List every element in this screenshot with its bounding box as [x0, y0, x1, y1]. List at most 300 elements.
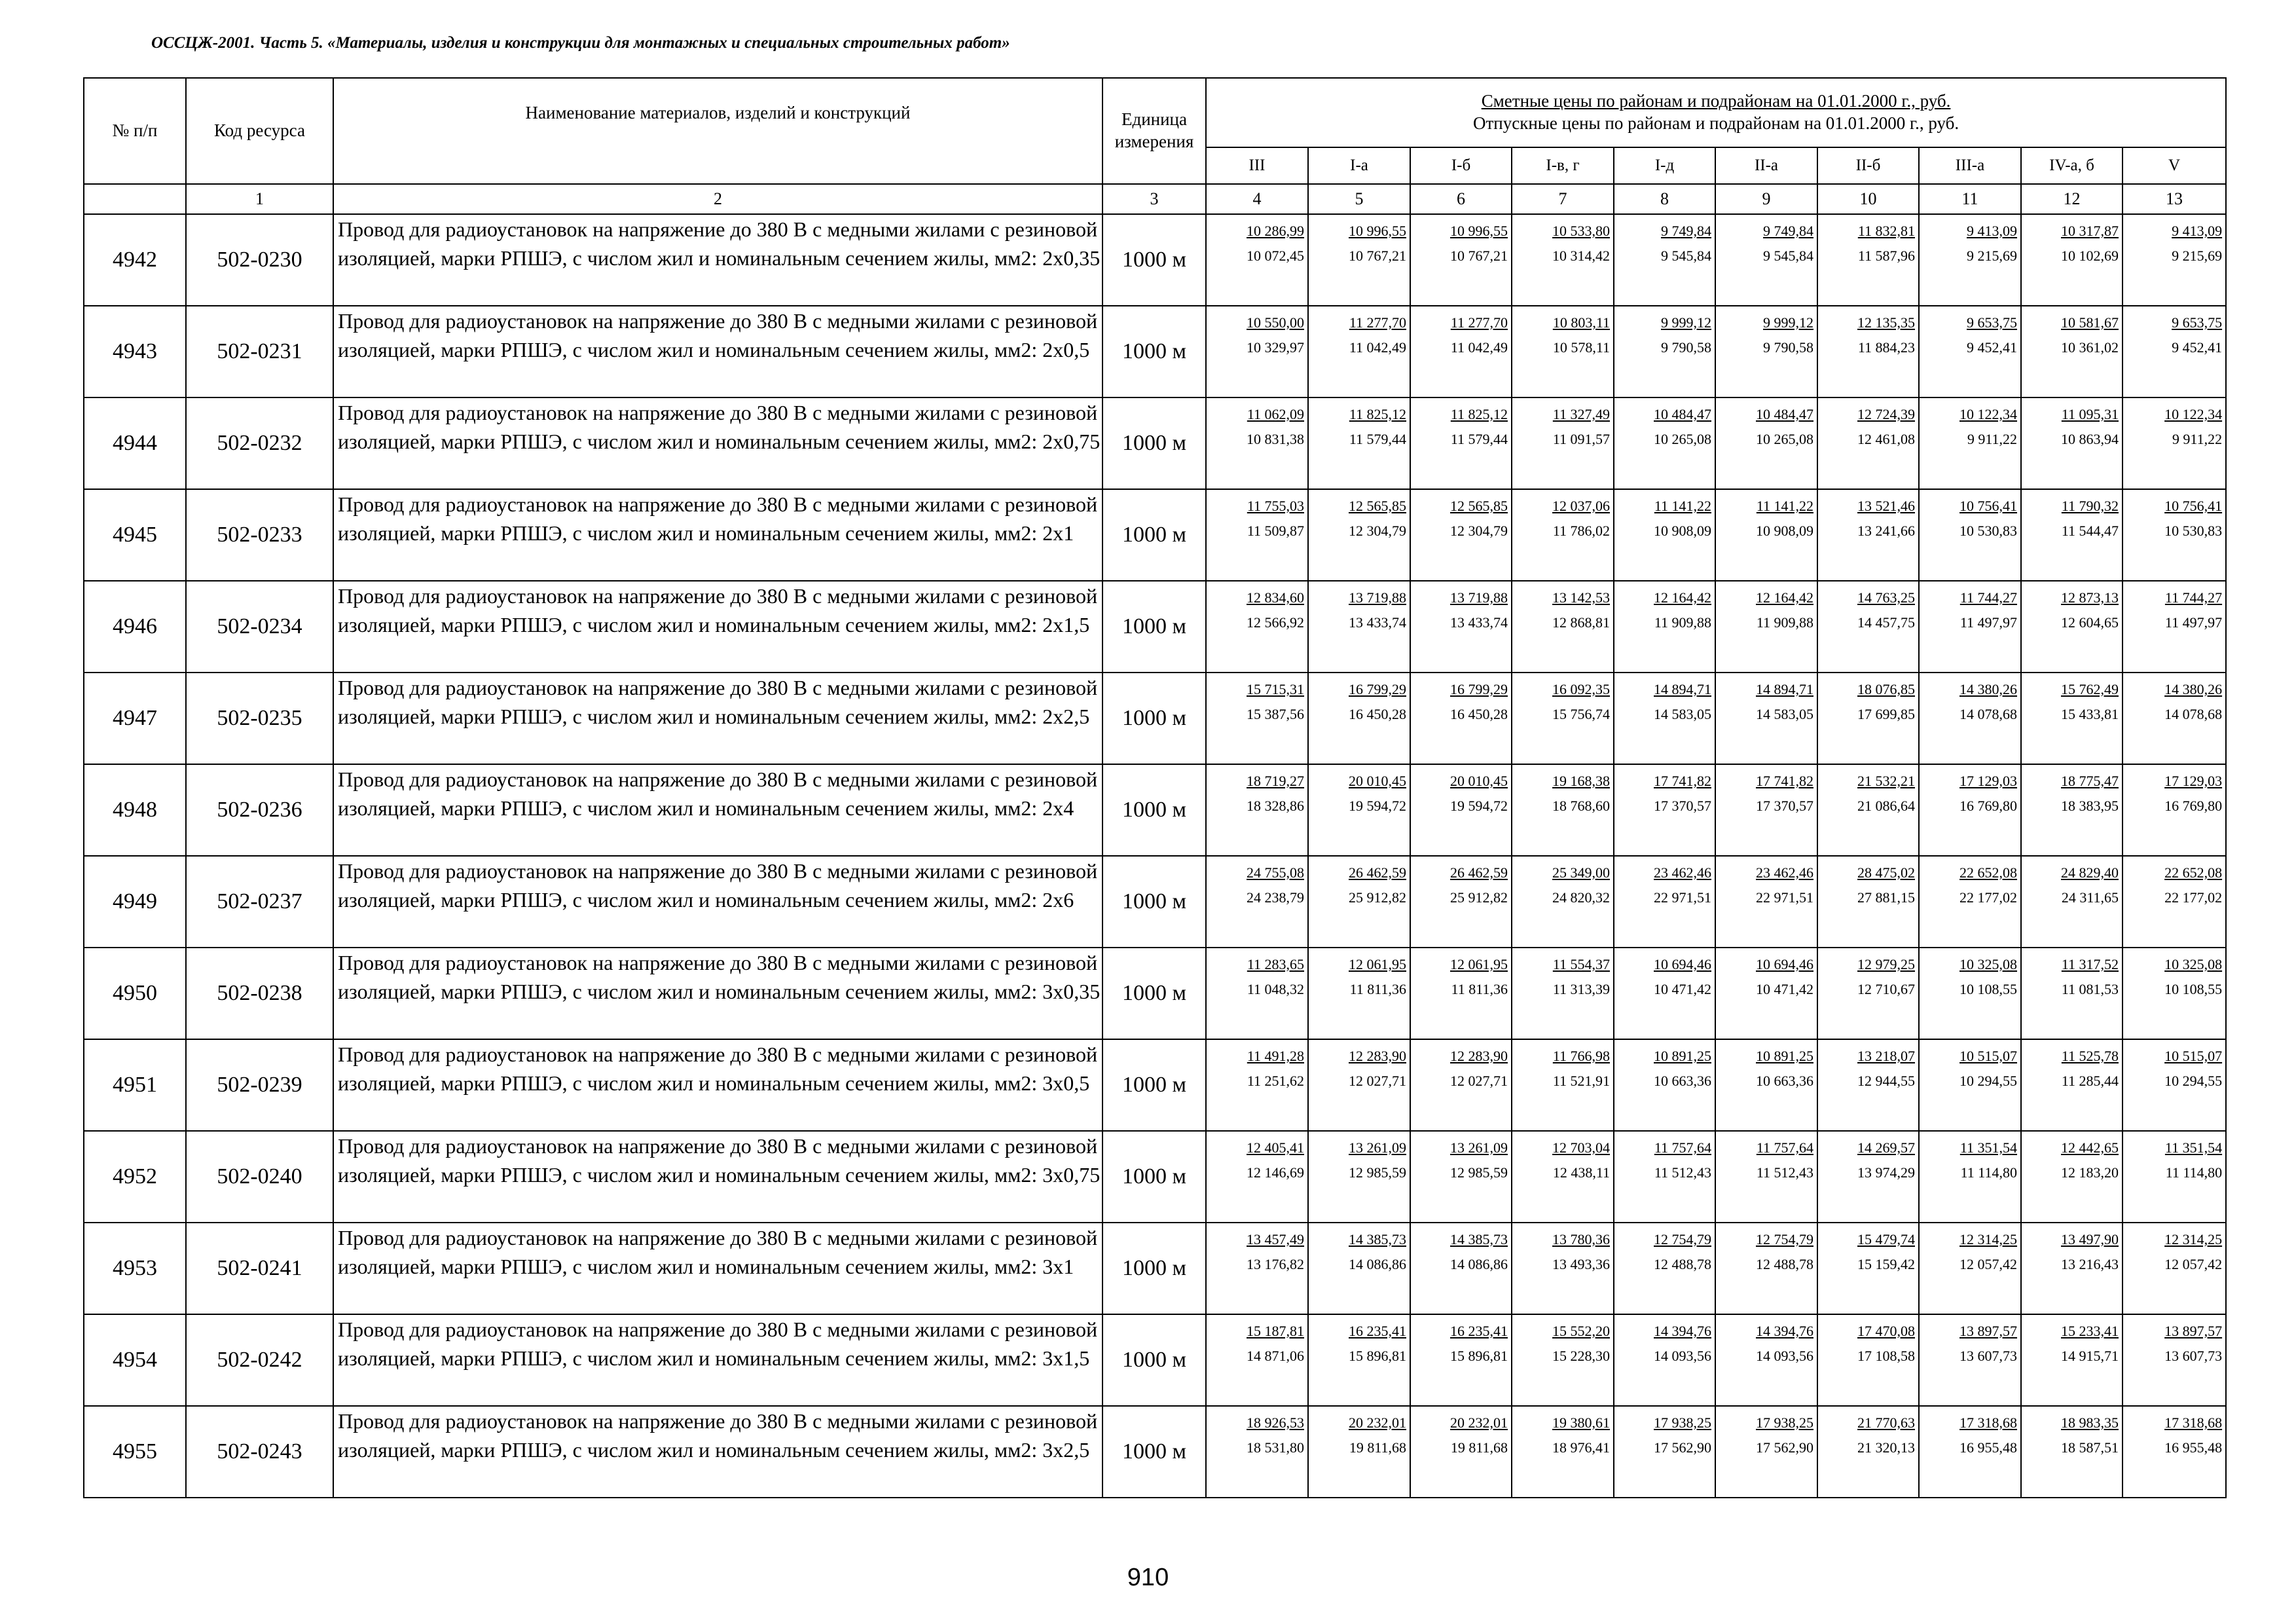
estimate-price: 17 470,08: [1857, 1323, 1915, 1339]
estimate-price: 11 062,09: [1247, 406, 1304, 422]
estimate-price: 18 775,47: [2061, 773, 2119, 789]
material-name: Провод для радиоустановок на напряжение до 380 В с медными жилами с резиновой изоляцией, марки РПШЭ, с числом жил и номинальным сечением жилы, мм2: 3х0,35: [333, 948, 1102, 1039]
price-cell: [1614, 856, 1715, 948]
estimate-price: 11 757,64: [1654, 1139, 1711, 1156]
estimate-price: 12 135,35: [1857, 314, 1915, 331]
price-cell: [1512, 948, 1614, 1039]
release-price: 19 594,72: [1349, 798, 1406, 814]
release-price: 17 370,57: [1756, 798, 1813, 814]
estimate-price: 18 719,27: [1247, 773, 1304, 789]
release-price: 10 108,55: [2164, 981, 2223, 997]
estimate-price: 10 533,80: [1552, 223, 1610, 239]
price-cell: [1919, 581, 2021, 673]
estimate-price: 12 405,41: [1247, 1139, 1304, 1156]
running-header: ОССЦЖ-2001. Часть 5. «Материалы, изделия и конструкции для монтажных и специальных строительных работ»: [151, 34, 1010, 52]
column-number: 1: [186, 184, 333, 214]
estimate-price: 11 491,28: [1247, 1048, 1304, 1064]
release-price: 16 769,80: [2164, 798, 2223, 814]
price-cell: [1410, 1314, 1512, 1406]
unit-of-measure: 1000 м: [1102, 489, 1206, 581]
release-price: 10 072,45: [1247, 248, 1304, 264]
release-price: 13 216,43: [2061, 1256, 2119, 1272]
price-cell: [2021, 397, 2123, 489]
release-price: 12 710,67: [1857, 981, 1915, 997]
price-cell: [2123, 1223, 2226, 1314]
release-price: 9 215,69: [2172, 248, 2223, 264]
row-number: 4954: [84, 1314, 186, 1406]
estimate-price: 19 168,38: [1552, 773, 1610, 789]
release-price: 12 304,79: [1450, 523, 1508, 539]
table-header-row: [84, 78, 2226, 147]
table-row: [84, 1223, 2226, 1314]
price-cell: [1308, 397, 1410, 489]
release-price: 11 114,80: [1960, 1164, 2017, 1181]
estimate-price: 16 799,29: [1450, 681, 1508, 697]
release-price: 9 452,41: [1967, 339, 2017, 356]
estimate-price: 12 061,95: [1349, 956, 1406, 972]
release-price: 14 078,68: [1959, 706, 2017, 722]
price-cell: [1206, 581, 1308, 673]
estimate-price: 10 694,46: [1654, 956, 1711, 972]
estimate-price: 11 141,22: [1756, 498, 1813, 514]
price-cell: [1614, 581, 1715, 673]
unit-of-measure: 1000 м: [1102, 856, 1206, 948]
estimate-price: 11 790,32: [2061, 498, 2119, 514]
price-cell: [2021, 856, 2123, 948]
resource-code: 502-0230: [186, 214, 333, 306]
price-cell: [1614, 1223, 1715, 1314]
release-price: 22 971,51: [1756, 889, 1813, 906]
release-price: 10 908,09: [1654, 523, 1711, 539]
region-header: I-а: [1308, 147, 1410, 184]
header-price-release: Отпускные цены по районам и подрайонам на 01.01.2000 г., руб.: [1472, 113, 1959, 133]
estimate-price: 11 766,98: [1552, 1048, 1610, 1064]
release-price: 10 471,42: [1756, 981, 1813, 997]
release-price: 10 108,55: [1959, 981, 2017, 997]
price-cell: [1308, 856, 1410, 948]
release-price: 13 607,73: [2164, 1348, 2223, 1364]
price-cell: [1512, 856, 1614, 948]
price-cell: [2021, 1131, 2123, 1223]
material-name: Провод для радиоустановок на напряжение до 380 В с медными жилами с резиновой изоляцией, марки РПШЭ, с числом жил и номинальным сечением жилы, мм2: 3х0,75: [333, 1131, 1102, 1223]
price-cell: [2123, 856, 2226, 948]
price-cell: [1715, 1131, 1817, 1223]
estimate-price: 12 565,85: [1450, 498, 1508, 514]
column-number: 9: [1715, 184, 1817, 214]
column-number: 12: [2021, 184, 2123, 214]
estimate-price: 14 763,25: [1857, 589, 1915, 606]
header-prices: [1206, 78, 2226, 147]
price-cell: [1206, 1131, 1308, 1223]
release-price: 19 811,68: [1450, 1439, 1508, 1456]
release-price: 11 497,97: [2164, 614, 2223, 631]
price-cell: [1206, 214, 1308, 306]
price-cell: [1410, 673, 1512, 764]
price-cell: [1410, 306, 1512, 397]
estimate-price: 14 385,73: [1349, 1231, 1406, 1247]
release-price: 17 562,90: [1654, 1439, 1711, 1456]
estimate-price: 13 897,57: [1959, 1323, 2017, 1339]
row-number: 4947: [84, 673, 186, 764]
release-price: 17 562,90: [1756, 1439, 1813, 1456]
price-cell: [1512, 581, 1614, 673]
column-number: 2: [333, 184, 1102, 214]
estimate-price: 11 095,31: [2061, 406, 2119, 422]
release-price: 9 452,41: [2172, 339, 2223, 356]
release-price: 11 042,49: [1349, 339, 1406, 356]
release-price: 12 604,65: [2061, 614, 2119, 631]
material-name: Провод для радиоустановок на напряжение до 380 В с медными жилами с резиновой изоляцией, марки РПШЭ, с числом жил и номинальным сечением жилы, мм2: 2х1,5: [333, 581, 1102, 673]
price-cell: [1410, 764, 1512, 856]
release-price: 12 183,20: [2061, 1164, 2119, 1181]
price-cell: [1715, 489, 1817, 581]
release-price: 13 433,74: [1450, 614, 1508, 631]
row-number: 4950: [84, 948, 186, 1039]
price-cell: [1614, 397, 1715, 489]
estimate-price: 14 894,71: [1654, 681, 1711, 697]
price-cell: [2123, 1039, 2226, 1131]
estimate-price: 21 532,21: [1857, 773, 1915, 789]
release-price: 9 545,84: [1763, 248, 1813, 264]
price-cell: [1512, 1223, 1614, 1314]
estimate-price: 13 497,90: [2061, 1231, 2119, 1247]
release-price: 16 955,48: [1959, 1439, 2017, 1456]
header-row-no: № п/п: [84, 78, 186, 184]
release-price: 18 768,60: [1552, 798, 1610, 814]
column-number-row: [84, 184, 2226, 214]
price-cell: [2021, 306, 2123, 397]
release-price: 15 159,42: [1857, 1256, 1915, 1272]
estimate-price: 17 938,25: [1654, 1414, 1711, 1431]
price-cell: [1919, 1223, 2021, 1314]
column-number-blank: [84, 184, 186, 214]
price-cell: [1715, 1314, 1817, 1406]
estimate-price: 11 744,27: [1959, 589, 2017, 606]
release-price: 10 314,42: [1552, 248, 1610, 264]
price-cell: [1512, 1406, 1614, 1498]
row-number: 4945: [84, 489, 186, 581]
unit-of-measure: 1000 м: [1102, 1131, 1206, 1223]
column-number: 6: [1410, 184, 1512, 214]
estimate-price: 18 983,35: [2061, 1414, 2119, 1431]
price-cell: [1614, 306, 1715, 397]
estimate-price: 15 552,20: [1552, 1323, 1610, 1339]
row-number: 4942: [84, 214, 186, 306]
price-cell: [2021, 948, 2123, 1039]
resource-code: 502-0243: [186, 1406, 333, 1498]
release-price: 19 594,72: [1450, 798, 1508, 814]
release-price: 11 497,97: [1959, 614, 2017, 631]
material-name: Провод для радиоустановок на напряжение до 380 В с медными жилами с резиновой изоляцией, марки РПШЭ, с числом жил и номинальным сечением жилы, мм2: 3х0,5: [333, 1039, 1102, 1131]
column-number: 4: [1206, 184, 1308, 214]
estimate-price: 13 142,53: [1552, 589, 1610, 606]
estimate-price: 22 652,08: [2164, 864, 2223, 881]
price-cell: [1512, 673, 1614, 764]
estimate-price: 10 891,25: [1654, 1048, 1711, 1064]
material-name: Провод для радиоустановок на напряжение до 380 В с медными жилами с резиновой изоляцией, марки РПШЭ, с числом жил и номинальным сечением жилы, мм2: 3х1,5: [333, 1314, 1102, 1406]
release-price: 10 329,97: [1247, 339, 1304, 356]
release-price: 24 311,65: [2061, 889, 2119, 906]
estimate-price: 13 719,88: [1349, 589, 1406, 606]
column-number: 13: [2123, 184, 2226, 214]
price-cell: [1715, 948, 1817, 1039]
material-name: Провод для радиоустановок на напряжение до 380 В с медными жилами с резиновой изоляцией, марки РПШЭ, с числом жил и номинальным сечением жилы, мм2: 2х2,5: [333, 673, 1102, 764]
price-cell: [2021, 673, 2123, 764]
estimate-price: 23 462,46: [1654, 864, 1711, 881]
release-price: 21 320,13: [1857, 1439, 1915, 1456]
estimate-price: 11 744,27: [2164, 589, 2223, 606]
material-name: Провод для радиоустановок на напряжение до 380 В с медными жилами с резиновой изоляцией, марки РПШЭ, с числом жил и номинальным сечением жилы, мм2: 3х2,5: [333, 1406, 1102, 1498]
price-cell: [2021, 489, 2123, 581]
price-cell: [2021, 581, 2123, 673]
region-header: I-б: [1410, 147, 1512, 184]
price-cell: [1919, 1314, 2021, 1406]
release-price: 17 370,57: [1654, 798, 1711, 814]
unit-of-measure: 1000 м: [1102, 581, 1206, 673]
region-header: III-а: [1919, 147, 2021, 184]
estimate-price: 17 741,82: [1756, 773, 1813, 789]
price-cell: [1614, 489, 1715, 581]
estimate-price: 14 894,71: [1756, 681, 1813, 697]
estimate-price: 12 979,25: [1857, 956, 1915, 972]
estimate-price: 16 092,35: [1552, 681, 1610, 697]
material-name: Провод для радиоустановок на напряжение до 380 В с медными жилами с резиновой изоляцией, марки РПШЭ, с числом жил и номинальным сечением жилы, мм2: 2х6: [333, 856, 1102, 948]
release-price: 12 057,42: [2164, 1256, 2223, 1272]
price-cell: [1817, 1406, 1919, 1498]
estimate-price: 11 141,22: [1654, 498, 1711, 514]
unit-of-measure: 1000 м: [1102, 1039, 1206, 1131]
price-cell: [2123, 397, 2226, 489]
estimate-price: 13 261,09: [1349, 1139, 1406, 1156]
estimate-price: 25 349,00: [1552, 864, 1610, 881]
estimate-price: 12 834,60: [1247, 589, 1304, 606]
estimate-price: 12 754,79: [1654, 1231, 1711, 1247]
price-cell: [1308, 1039, 1410, 1131]
price-cell: [1614, 673, 1715, 764]
release-price: 12 304,79: [1349, 523, 1406, 539]
estimate-price: 9 749,84: [1661, 223, 1711, 239]
resource-code: 502-0240: [186, 1131, 333, 1223]
estimate-price: 16 235,41: [1349, 1323, 1406, 1339]
release-price: 10 863,94: [2061, 431, 2119, 447]
estimate-price: 10 515,07: [2164, 1048, 2223, 1064]
release-price: 11 313,39: [1552, 981, 1610, 997]
release-price: 10 578,11: [1552, 339, 1610, 356]
release-price: 13 607,73: [1959, 1348, 2017, 1364]
row-number: 4949: [84, 856, 186, 948]
release-price: 10 102,69: [2061, 248, 2119, 264]
estimate-price: 12 703,04: [1552, 1139, 1610, 1156]
estimate-price: 13 218,07: [1857, 1048, 1915, 1064]
resource-code: 502-0231: [186, 306, 333, 397]
price-cell: [2123, 306, 2226, 397]
table-row: [84, 489, 2226, 581]
price-cell: [1919, 306, 2021, 397]
estimate-price: 9 999,12: [1763, 314, 1813, 331]
material-name: Провод для радиоустановок на напряжение до 380 В с медными жилами с резиновой изоляцией, марки РПШЭ, с числом жил и номинальным сечением жилы, мм2: 2х0,5: [333, 306, 1102, 397]
release-price: 11 512,43: [1654, 1164, 1711, 1181]
price-cell: [1410, 1131, 1512, 1223]
price-cell: [1817, 1039, 1919, 1131]
estimate-price: 20 232,01: [1349, 1414, 1406, 1431]
unit-of-measure: 1000 м: [1102, 764, 1206, 856]
estimate-price: 11 757,64: [1756, 1139, 1813, 1156]
material-name: Провод для радиоустановок на напряжение до 380 В с медными жилами с резиновой изоляцией, марки РПШЭ, с числом жил и номинальным сечением жилы, мм2: 2х0,75: [333, 397, 1102, 489]
estimate-price: 14 380,26: [2164, 681, 2223, 697]
estimate-price: 12 283,90: [1450, 1048, 1508, 1064]
price-cell: [1919, 1406, 2021, 1498]
estimate-price: 10 484,47: [1654, 406, 1711, 422]
estimate-price: 9 749,84: [1763, 223, 1813, 239]
release-price: 12 868,81: [1552, 614, 1610, 631]
release-price: 11 579,44: [1349, 431, 1406, 447]
region-header: I-д: [1614, 147, 1715, 184]
resource-code: 502-0234: [186, 581, 333, 673]
price-cell: [2123, 581, 2226, 673]
estimate-price: 10 891,25: [1756, 1048, 1813, 1064]
unit-of-measure: 1000 м: [1102, 948, 1206, 1039]
price-cell: [1308, 306, 1410, 397]
estimate-price: 12 314,25: [1959, 1231, 2017, 1247]
price-cell: [1715, 214, 1817, 306]
release-price: 24 238,79: [1247, 889, 1304, 906]
price-cell: [1919, 1131, 2021, 1223]
region-header: II-а: [1715, 147, 1817, 184]
price-cell: [2123, 489, 2226, 581]
estimate-price: 12 314,25: [2164, 1231, 2223, 1247]
estimate-price: 17 129,03: [2164, 773, 2223, 789]
release-price: 16 769,80: [1959, 798, 2017, 814]
price-cell: [1410, 856, 1512, 948]
table-row: [84, 948, 2226, 1039]
estimate-price: 17 318,68: [2164, 1414, 2223, 1431]
price-cell: [1308, 673, 1410, 764]
price-cell: [1206, 1039, 1308, 1131]
price-cell: [1308, 948, 1410, 1039]
estimate-price: 23 462,46: [1756, 864, 1813, 881]
price-cell: [1308, 1314, 1410, 1406]
unit-of-measure: 1000 м: [1102, 306, 1206, 397]
release-price: 11 114,80: [2165, 1164, 2223, 1181]
unit-of-measure: 1000 м: [1102, 1223, 1206, 1314]
price-cell: [1817, 1223, 1919, 1314]
release-price: 18 328,86: [1247, 798, 1304, 814]
price-cell: [2123, 1314, 2226, 1406]
price-cell: [1512, 1039, 1614, 1131]
release-price: 13 176,82: [1247, 1256, 1304, 1272]
price-cell: [1512, 489, 1614, 581]
release-price: 10 908,09: [1756, 523, 1813, 539]
price-cell: [1919, 764, 2021, 856]
release-price: 10 767,21: [1349, 248, 1406, 264]
release-price: 12 146,69: [1247, 1164, 1304, 1181]
release-price: 12 057,42: [1959, 1256, 2017, 1272]
estimate-price: 28 475,02: [1857, 864, 1915, 881]
release-price: 11 544,47: [2061, 523, 2119, 539]
estimate-price: 10 803,11: [1552, 314, 1610, 331]
unit-of-measure: 1000 м: [1102, 1406, 1206, 1498]
row-number: 4952: [84, 1131, 186, 1223]
price-cell: [1715, 1223, 1817, 1314]
price-cell: [2123, 1131, 2226, 1223]
unit-of-measure: 1000 м: [1102, 673, 1206, 764]
estimate-price: 10 996,55: [1349, 223, 1406, 239]
estimate-price: 10 325,08: [2164, 956, 2223, 972]
table-row: [84, 1039, 2226, 1131]
release-price: 27 881,15: [1857, 889, 1915, 906]
price-cell: [1410, 489, 1512, 581]
estimate-price: 17 938,25: [1756, 1414, 1813, 1431]
release-price: 10 361,02: [2061, 339, 2119, 356]
region-header: I-в, г: [1512, 147, 1614, 184]
estimate-price: 11 327,49: [1552, 406, 1610, 422]
estimate-price: 10 122,34: [1959, 406, 2017, 422]
row-number: 4944: [84, 397, 186, 489]
price-cell: [1817, 581, 1919, 673]
price-cell: [1410, 1406, 1512, 1498]
table-row: [84, 1131, 2226, 1223]
estimate-price: 12 565,85: [1349, 498, 1406, 514]
estimate-price: 10 325,08: [1959, 956, 2017, 972]
row-number: 4948: [84, 764, 186, 856]
resource-code: 502-0232: [186, 397, 333, 489]
release-price: 11 042,49: [1450, 339, 1508, 356]
price-cell: [1715, 397, 1817, 489]
estimate-price: 11 283,65: [1247, 956, 1304, 972]
release-price: 25 912,82: [1349, 889, 1406, 906]
estimate-price: 11 832,81: [1857, 223, 1915, 239]
region-header: II-б: [1817, 147, 1919, 184]
release-price: 11 091,57: [1552, 431, 1610, 447]
release-price: 9 790,58: [1661, 339, 1711, 356]
estimate-price: 12 061,95: [1450, 956, 1508, 972]
price-cell: [1512, 306, 1614, 397]
price-cell: [1512, 214, 1614, 306]
release-price: 13 433,74: [1349, 614, 1406, 631]
resource-code: 502-0238: [186, 948, 333, 1039]
estimate-price: 24 755,08: [1247, 864, 1304, 881]
unit-of-measure: 1000 м: [1102, 1314, 1206, 1406]
header-price-estimate: Сметные цены по районам и подрайонам на 01.01.2000 г., руб.: [1481, 91, 1951, 111]
estimate-price: 22 652,08: [1959, 864, 2017, 881]
release-price: 11 512,43: [1756, 1164, 1813, 1181]
release-price: 11 811,36: [1349, 981, 1406, 997]
price-cell: [1817, 673, 1919, 764]
estimate-price: 16 799,29: [1349, 681, 1406, 697]
estimate-price: 18 076,85: [1857, 681, 1915, 697]
release-price: 14 093,56: [1756, 1348, 1813, 1364]
resource-code: 502-0233: [186, 489, 333, 581]
release-price: 10 471,42: [1654, 981, 1711, 997]
estimate-price: 9 413,09: [2172, 223, 2223, 239]
price-cell: [1308, 764, 1410, 856]
price-cell: [1715, 306, 1817, 397]
release-price: 10 663,36: [1756, 1073, 1813, 1089]
unit-of-measure: 1000 м: [1102, 214, 1206, 306]
price-cell: [1919, 673, 2021, 764]
estimate-price: 26 462,59: [1450, 864, 1508, 881]
release-price: 9 790,58: [1763, 339, 1813, 356]
price-cell: [1410, 948, 1512, 1039]
price-cell: [1206, 397, 1308, 489]
estimate-price: 10 484,47: [1756, 406, 1813, 422]
release-price: 16 450,28: [1349, 706, 1406, 722]
estimate-price: 9 413,09: [1967, 223, 2017, 239]
price-cell: [1817, 489, 1919, 581]
table-row: [84, 856, 2226, 948]
release-price: 14 078,68: [2164, 706, 2223, 722]
release-price: 12 027,71: [1450, 1073, 1508, 1089]
